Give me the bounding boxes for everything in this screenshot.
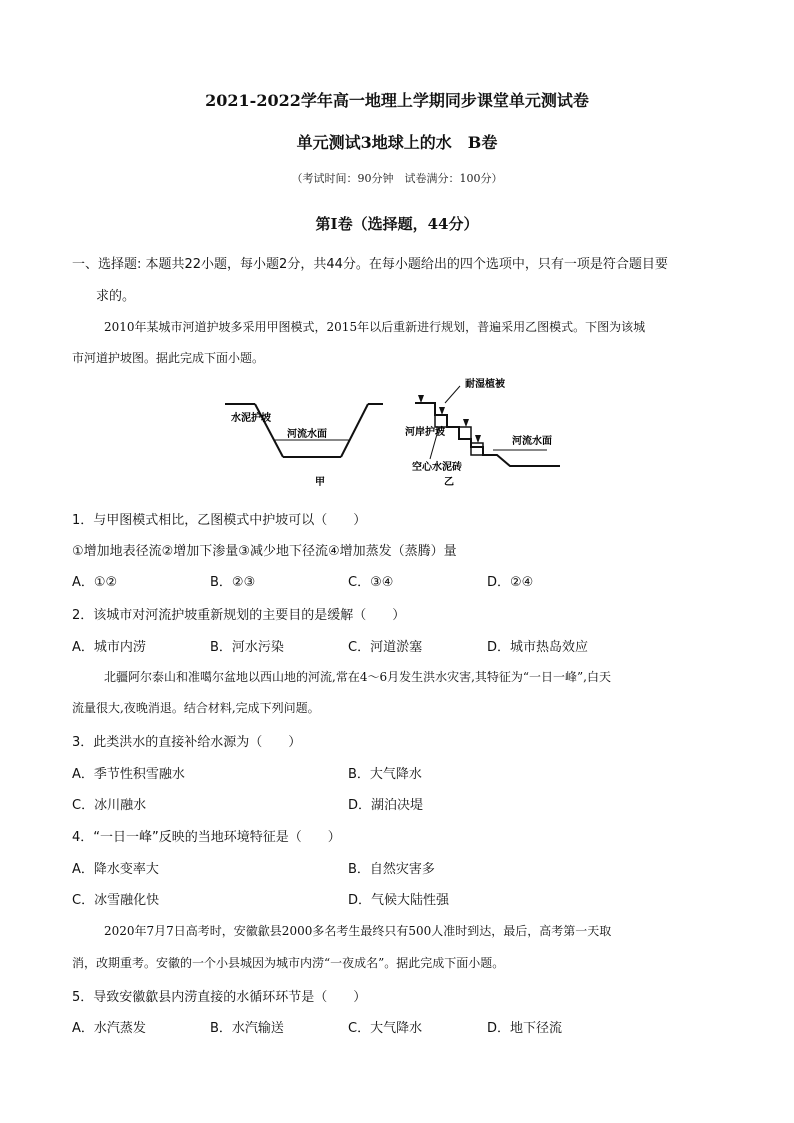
q1-option-b[interactable]: B．②③ [210,575,256,590]
q4-option-b[interactable]: B．自然灾害多 [348,862,435,877]
q1-option-d[interactable]: D．②④ [487,575,534,590]
q3-stem: 3．此类洪水的直接补给水源为（ ） [72,735,302,750]
passage-1-line-2: 市河道护坡图。据此完成下面小题。 [72,351,265,365]
q1-statements: ①增加地表径流②增加下渗量③减少地下径流④增加蒸发（蒸腾）量 [72,544,457,559]
river-slope-figure [225,373,570,488]
q2-option-b[interactable]: B．河水污染 [210,640,284,655]
q5-stem: 5．导致安徽歙县内涝直接的水循环环节是（ ） [72,990,367,1005]
q5-option-c[interactable]: C．大气降水 [348,1021,423,1036]
q3-option-c[interactable]: C．冰川融水 [72,798,147,813]
q1-option-c[interactable]: C．③④ [348,575,394,590]
plant-icon [418,395,424,403]
label-hollow-brick: 空心水泥砖 [412,462,462,473]
q2-option-a[interactable]: A．城市内涝 [72,640,146,655]
passage-1-line-1: 2010年某城市河道护坡多采用甲图模式，2015年以后重新进行规划，普遍采用乙图模式。下图为该城 [104,320,646,334]
passage-2-line-2: 流量很大,夜晚消退。结合材料,完成下列问题。 [72,701,320,715]
label-bank-slope: 河岸护坡 [405,427,445,438]
q1-option-a[interactable]: A．①② [72,575,118,590]
label-wet-vegetation: 耐湿植被 [465,379,505,390]
figure-yi [405,377,560,488]
q5-option-b[interactable]: B．水汽输送 [210,1021,284,1036]
q2-option-d[interactable]: D．城市热岛效应 [487,640,589,655]
caption-jia: 甲 [315,477,325,488]
section-title: 第Ⅰ卷（选择题，44分） [315,215,479,233]
q2-stem: 2．该城市对河流护坡重新规划的主要目的是缓解（ ） [72,608,406,623]
passage-3-line-1: 2020年7月7日高考时，安徽歙县2000多名考生最终只有500人准时到达，最后，高考第一天取 [104,924,612,938]
plant-icon [475,435,481,443]
exam-title: 2021-2022学年高一地理上学期同步课堂单元测试卷 [205,91,589,110]
q1-stem: 1．与甲图模式相比，乙图模式中护坡可以（ ） [72,513,367,528]
q5-option-a[interactable]: A．水汽蒸发 [72,1021,146,1036]
q3-option-a[interactable]: A．季节性积雪融水 [72,767,185,782]
unit-subtitle: 单元测试3地球上的水 B卷 [296,133,498,152]
label-water-surface-jia: 河流水面 [287,429,327,440]
plant-icon [463,419,469,427]
caption-yi: 乙 [444,477,454,488]
q5-option-d[interactable]: D．地下径流 [487,1021,563,1036]
section-instruction-cont: 求的。 [96,289,136,304]
passage-2-line-1: 北疆阿尔泰山和准噶尔盆地以西山地的河流,常在4～6月发生洪水灾害,其特征为“一日一峰”,白天 [104,670,611,684]
label-water-surface-yi: 河流水面 [512,436,552,447]
q4-option-d[interactable]: D．气候大陆性强 [348,893,450,908]
label-cement-slope: 水泥护坡 [231,413,271,424]
q3-option-b[interactable]: B．大气降水 [348,767,422,782]
q4-stem: 4．“一日一峰”反映的当地环境特征是（ ） [72,830,341,845]
q4-option-c[interactable]: C．冰雪融化快 [72,893,160,908]
figure-jia [225,404,383,488]
q2-option-c[interactable]: C．河道淤塞 [348,640,423,655]
passage-3-line-2: 消，改期重考。安徽的一个小县城因为城市内涝“一夜成名”。据此完成下面小题。 [72,956,505,970]
q3-option-d[interactable]: D．湖泊决堤 [348,798,424,813]
plant-icon [439,407,445,415]
exam-meta: （考试时间：90分钟 试卷满分：100分） [291,172,503,185]
q4-option-a[interactable]: A．降水变率大 [72,862,159,877]
section-instruction: 一、选择题: 本题共22小题，每小题2分，共44分。在每小题给出的四个选项中，只有一项是符合题目要 [72,257,668,272]
